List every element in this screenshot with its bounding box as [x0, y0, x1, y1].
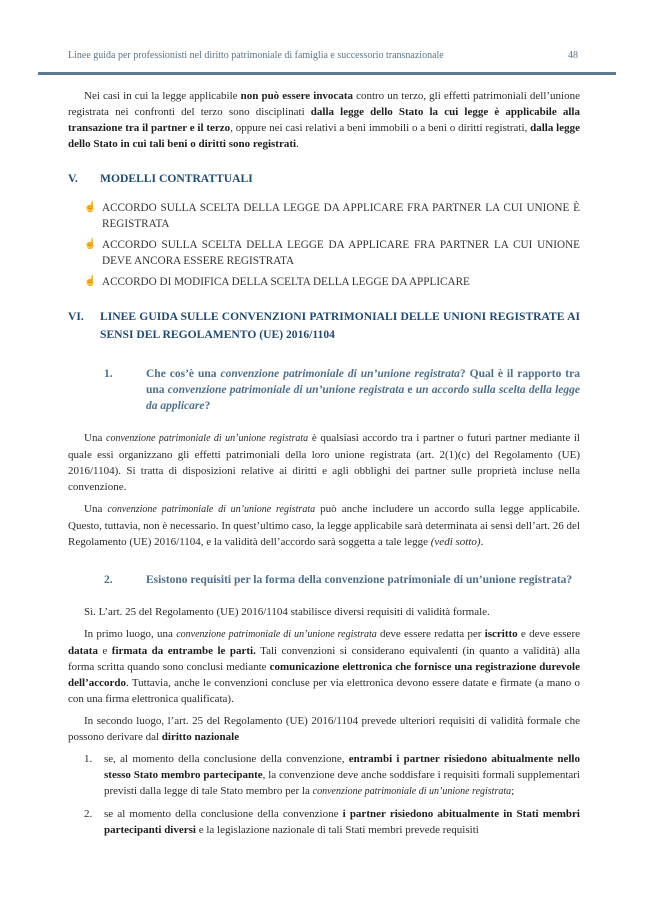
question-text: Esistono requisiti per la forma della convenzione patrimoniale di un’unione registrata?	[146, 574, 573, 586]
intro-paragraph: Nei casi in cui la legge applicabile non può essere invocata contro un terzo, gli effetti patrimoniali dell’unione registrata nei confronti del terzo sono disciplinati dalla legge dello Stato la cui legge è applicabile alla transazione tra il partner e il terzo, oppure nei casi relativi a beni immobili o a beni o diritti registrati, dalla legge dello Stato in cui tali beni o diritti sono registrati.	[68, 90, 580, 150]
list-number: 2.	[84, 808, 93, 820]
list-text: se al momento della conclusione della convenzione i partner risiedono abitualmente in Stati membri partecipanti diversi e la legislazione nazionale di tali Stati membri prevede requisiti	[104, 808, 580, 836]
section-heading-vi	[68, 308, 580, 344]
template-label: ACCORDO SULLA SCELTA DELLA LEGGE DA APPLICARE FRA PARTNER LA CUI UNIONE DEVE ANCORA ESSERE REGISTRATA	[102, 239, 580, 267]
page-body	[68, 88, 580, 844]
template-item[interactable]	[84, 274, 580, 290]
hand-pointer-icon: ☝	[84, 276, 97, 287]
answer-paragraph: Una convenzione patrimoniale di un’unione registrata è qualsiasi accordo tra i partner o futuri partner mediante il quale essi organizzano gli effetti patrimoniali della loro unione registrata (art. 2(1)(c) del Regolamento (UE) 2016/1104). Si tratta di disposizioni relative ai diritti e agli obblighi dei partner sulle proprietà incluse nella convenzione.	[68, 432, 580, 493]
question-number: 2.	[104, 574, 113, 586]
template-label: ACCORDO SULLA SCELTA DELLA LEGGE DA APPLICARE FRA PARTNER LA CUI UNIONE È REGISTRATA	[102, 202, 580, 230]
page-number: 48	[568, 50, 578, 61]
question-heading-2	[104, 572, 580, 588]
list-item	[84, 751, 580, 800]
template-label: ACCORDO DI MODIFICA DELLA SCELTA DELLA LEGGE DA APPLICARE	[102, 276, 470, 288]
section-number: V.	[68, 172, 78, 185]
answer-paragraph: In secondo luogo, l’art. 25 del Regolamento (UE) 2016/1104 prevede ulteriori requisiti di validità formale che possono derivare dal diritto nazionale	[68, 715, 580, 743]
running-header	[68, 50, 578, 64]
question-heading-1	[104, 366, 580, 414]
list-text: se, al momento della conclusione della convenzione, entrambi i partner risiedono abitualmente nello stesso Stato membro partecipante, la convenzione deve anche soddisfare i requisiti formali supplementari previsti dalla legge di tale Stato membro per la convenzione patrimoniale di un’unione registrata;	[104, 753, 580, 797]
question-text: Che cos’è una convenzione patrimoniale di un’unione registrata? Qual è il rapporto tra una convenzione patrimoniale di un’unione registrata e un accordo sulla scelta della legge da applicare?	[146, 368, 580, 412]
header-rule	[38, 72, 616, 75]
question-number: 1.	[104, 368, 113, 380]
list-number: 1.	[84, 753, 93, 765]
answer-paragraph: Sì. L’art. 25 del Regolamento (UE) 2016/1104 stabilisce diversi requisiti di validità formale.	[84, 606, 490, 618]
section-number: VI.	[68, 310, 84, 323]
template-item[interactable]	[84, 200, 580, 232]
answer-paragraph: Una convenzione patrimoniale di un’unione registrata può anche includere un accordo sulla legge applicabile. Questo, tuttavia, non è necessario. In quest’ultimo caso, la legge applicabile sarà determinata ai sensi dell’art. 26 del Regolamento (UE) 2016/1104, e la validità dell’accordo sarà soggetta a tale legge (vedi sotto).	[68, 503, 580, 548]
header-title: Linee guida per professionisti nel diritto patrimoniale di famiglia e successorio transnazionale	[68, 50, 444, 61]
answer-paragraph: In primo luogo, una convenzione patrimoniale di un’unione registrata deve essere redatta per iscritto e deve essere datata e firmata da entrambe le parti. Tali convenzioni si considerano equivalenti (in quanto a validità) alla forma scritta quando sono conclusi mediante comunicazione elettronica che fornisce una registrazione durevole dell’accordo. Tuttavia, anche le convenzioni concluse per via elettronica devono essere datate e firmate (a mano o con una firma elettronica qualificata).	[68, 628, 580, 705]
hand-pointer-icon: ☝	[84, 239, 97, 250]
template-item[interactable]	[84, 237, 580, 269]
list-item	[84, 806, 580, 838]
section-heading-v	[68, 170, 580, 188]
section-title: MODELLI CONTRATTUALI	[100, 172, 253, 185]
section-title: LINEE GUIDA SULLE CONVENZIONI PATRIMONIALI DELLE UNIONI REGISTRATE AI SENSI DEL REGOLAMENTO (UE) 2016/1104	[100, 310, 580, 341]
hand-pointer-icon: ☝	[84, 202, 97, 213]
